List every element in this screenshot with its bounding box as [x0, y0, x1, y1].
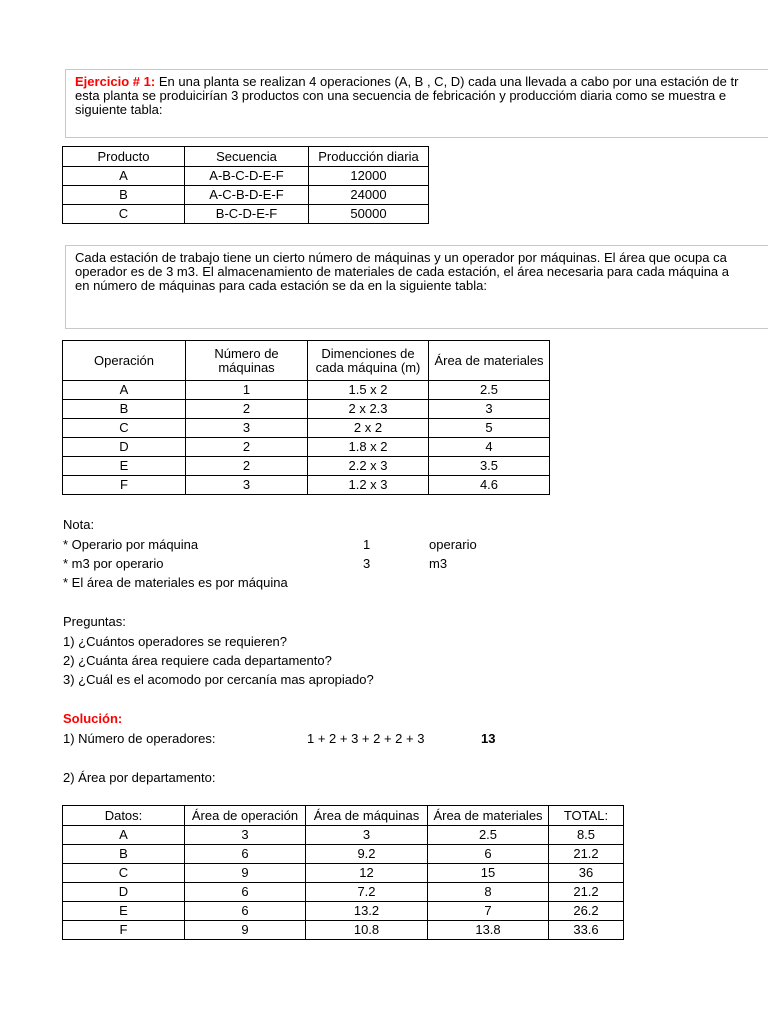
solucion-q1-label: 1) Número de operadores: — [63, 731, 216, 746]
table1-cell: B-C-D-E-F — [185, 205, 309, 224]
table3-header-total: TOTAL: — [549, 806, 624, 826]
nota-unit-1: operario — [429, 537, 477, 552]
table3-cell: 13.8 — [428, 921, 549, 940]
table3-cell: 6 — [185, 845, 306, 864]
table3-cell: 6 — [428, 845, 549, 864]
table3-cell: B — [63, 845, 185, 864]
table-row — [63, 167, 429, 186]
table3-cell: 12 — [306, 864, 428, 883]
table2-cell: 1.8 x 2 — [308, 438, 429, 457]
table2-cell: 1.2 x 3 — [308, 476, 429, 495]
table-row — [63, 438, 550, 457]
table2-header-area — [429, 341, 550, 381]
table-row — [63, 845, 624, 864]
table-row — [63, 883, 624, 902]
table1-header-secuencia: Secuencia — [185, 147, 309, 167]
table1-cell: A-B-C-D-E-F — [185, 167, 309, 186]
nota-unit-2: m3 — [429, 556, 448, 571]
table-row — [63, 400, 550, 419]
solucion-title: Solución: — [63, 711, 123, 726]
table2-cell: 1 — [186, 381, 308, 400]
table3-cell: 21.2 — [549, 845, 624, 864]
header-text: cada máquina (m) — [315, 359, 421, 375]
table1-cell: A-C-B-D-E-F — [185, 186, 309, 205]
table3-header-datos: Datos: — [63, 806, 185, 826]
table3-cell: E — [63, 902, 185, 921]
header-text: Número de — [214, 345, 279, 361]
table3-cell: C — [63, 864, 185, 883]
table2-header-numero — [186, 341, 308, 381]
table3-cell: D — [63, 883, 185, 902]
table2-cell: F — [63, 476, 186, 495]
table3-cell: 9.2 — [306, 845, 428, 864]
table3-cell: 6 — [185, 902, 306, 921]
table2-cell: 3 — [186, 419, 308, 438]
table3-cell: 36 — [549, 864, 624, 883]
table-row — [63, 381, 550, 400]
intro-line-2: esta planta se produicirían 3 productos con una secuencia de febricación y produccióm diaria como se muestra e — [75, 88, 727, 103]
nota-label-1: * Operario por máquina — [63, 537, 199, 552]
header-text: máquinas — [218, 359, 275, 375]
table3-cell: 2.5 — [428, 826, 549, 845]
table2-cell: D — [63, 438, 186, 457]
table-row — [63, 864, 624, 883]
intro-box — [65, 69, 768, 138]
pregunta-2: 2) ¿Cuánta área requiere cada departamento? — [63, 653, 332, 668]
solucion-q1-formula: 1 + 2 + 3 + 2 + 2 + 3 — [307, 731, 425, 746]
table3-cell: 13.2 — [306, 902, 428, 921]
table1-cell: C — [63, 205, 185, 224]
table2-cell: 1.5 x 2 — [308, 381, 429, 400]
exercise-label: Ejercicio # 1: — [75, 74, 156, 89]
intro-line-3: siguiente tabla: — [75, 102, 163, 117]
table3-cell: 10.8 — [306, 921, 428, 940]
table2-cell: 2 — [186, 400, 308, 419]
table3-header-materiales: Área de materiales — [428, 806, 549, 826]
table1-header-producto: Producto — [63, 147, 185, 167]
table3-cell: 15 — [428, 864, 549, 883]
table3-cell: 3 — [306, 826, 428, 845]
table3-cell: 7.2 — [306, 883, 428, 902]
solucion-q2-label: 2) Área por departamento: — [63, 770, 216, 785]
table3-cell: 8.5 — [549, 826, 624, 845]
table3-cell: 9 — [185, 864, 306, 883]
table1-cell: 24000 — [309, 186, 429, 205]
header-text: Área de materiales — [434, 352, 544, 368]
table-row — [63, 921, 624, 940]
intro-line-1 — [75, 75, 768, 89]
table2-cell: 2 — [186, 457, 308, 476]
desc-line-3: en número de máquinas para cada estación se da en la siguiente tabla: — [75, 278, 487, 293]
table-row — [63, 826, 624, 845]
table2-cell: 3 — [429, 400, 550, 419]
table3-cell: 26.2 — [549, 902, 624, 921]
nota-value-1: 1 — [363, 537, 371, 552]
table2-cell: 2.5 — [429, 381, 550, 400]
table2-cell: 2 x 2 — [308, 419, 429, 438]
pregunta-1: 1) ¿Cuántos operadores se requieren? — [63, 634, 288, 649]
table3-cell: 3 — [185, 826, 306, 845]
table1-cell: A — [63, 167, 185, 186]
table3-header-operacion: Área de operación — [185, 806, 306, 826]
table2-header-operacion — [63, 341, 186, 381]
table-row — [63, 902, 624, 921]
table-row — [63, 476, 550, 495]
area-table — [62, 805, 624, 940]
table2-cell: 2.2 x 3 — [308, 457, 429, 476]
intro-text-1: En una planta se realizan 4 operaciones (A, B , C, D) cada una llevada a cabo por una estación de tr — [158, 74, 739, 89]
table3-cell: 8 — [428, 883, 549, 902]
desc-line-2: operador es de 3 m3. El almacenamiento de materiales de cada estación, el área necesaria para cada máquina a — [75, 264, 730, 279]
table-row — [63, 457, 550, 476]
solucion-q1-result: 13 — [481, 731, 496, 746]
table2-cell: E — [63, 457, 186, 476]
nota-label-2: * m3 por operario — [63, 556, 164, 571]
products-table — [62, 146, 429, 224]
nota-label-3: * El área de materiales es por máquina — [63, 575, 288, 590]
table2-cell: 5 — [429, 419, 550, 438]
table-row — [63, 205, 429, 224]
table2-cell: B — [63, 400, 186, 419]
table2-cell: A — [63, 381, 186, 400]
table3-cell: 9 — [185, 921, 306, 940]
nota-value-2: 3 — [363, 556, 371, 571]
header-text: Dimenciones de — [321, 345, 415, 361]
table3-header-maquinas: Área de máquinas — [306, 806, 428, 826]
pregunta-3: 3) ¿Cuál es el acomodo por cercanía mas apropiado? — [63, 672, 374, 687]
table1-header-produccion: Producción diaria — [309, 147, 429, 167]
table2-cell: 3.5 — [429, 457, 550, 476]
table1-cell: B — [63, 186, 185, 205]
desc-line-1: Cada estación de trabajo tiene un cierto número de máquinas y un operador por máquinas. El área que ocupa ca — [75, 250, 727, 265]
nota-title: Nota: — [63, 517, 95, 532]
table2-cell: 3 — [186, 476, 308, 495]
table3-cell: A — [63, 826, 185, 845]
table3-cell: 21.2 — [549, 883, 624, 902]
description-box — [65, 245, 768, 329]
table3-cell: F — [63, 921, 185, 940]
table1-cell: 50000 — [309, 205, 429, 224]
table3-cell: 7 — [428, 902, 549, 921]
table1-cell: 12000 — [309, 167, 429, 186]
operations-table — [62, 340, 550, 495]
preguntas-title: Preguntas: — [63, 614, 126, 629]
table2-cell: C — [63, 419, 186, 438]
table2-cell: 2 — [186, 438, 308, 457]
header-text: Operación — [94, 352, 154, 368]
table2-cell: 4.6 — [429, 476, 550, 495]
table2-header-dimensiones — [308, 341, 429, 381]
table2-cell: 2 x 2.3 — [308, 400, 429, 419]
table2-cell: 4 — [429, 438, 550, 457]
table3-cell: 33.6 — [549, 921, 624, 940]
table-row — [63, 186, 429, 205]
table-row — [63, 419, 550, 438]
table3-cell: 6 — [185, 883, 306, 902]
